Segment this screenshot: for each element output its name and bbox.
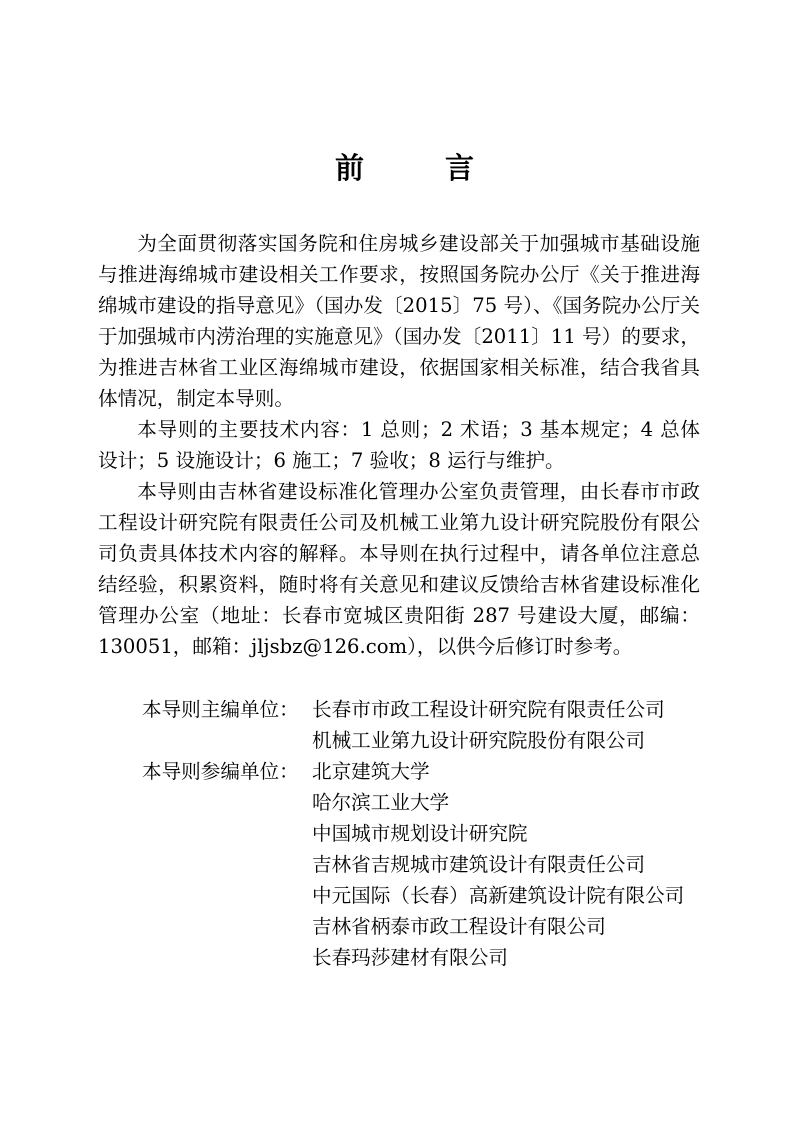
preface-body [98, 228, 700, 662]
participating-unit-row [142, 787, 684, 818]
chief-unit-row [142, 694, 684, 725]
participating-unit-row [142, 911, 684, 942]
participating-unit-row [142, 756, 684, 787]
participating-editor-unit: 北京建筑大学 [312, 760, 430, 783]
participating-editor-unit: 哈尔滨工业大学 [312, 791, 450, 814]
paragraph-contents: 本导则的主要技术内容：1 总则；2 术语；3 基本规定；4 总体设计；5 设施设计；6 施工；7 验收；8 运行与维护。 [98, 418, 700, 472]
paragraph-management: 本导则由吉林省建设标准化管理办公室负责管理，由长春市市政工程设计研究院有限责任公司及机械工业第九设计研究院股份有限公司负责具体技术内容的解释。本导则在执行过程中，请各单位注意总结经验，积累资料，随时将有关意见和建议反馈给吉林省建设标准化管理办公室（地址：长春市宽城区贵阳街 287 号建设大厦，邮编：130051，邮箱：jljsbz@126.com），以供今后修订时参考。 [98, 480, 700, 658]
editor-units [142, 694, 684, 973]
chief-unit-row [142, 725, 684, 756]
participating-unit-row [142, 942, 684, 973]
chief-editor-label: 本导则主编单位： [142, 698, 299, 721]
participating-editor-unit: 吉林省柄泰市政工程设计有限公司 [312, 915, 606, 938]
participating-unit-row [142, 849, 684, 880]
participating-unit-row [142, 818, 684, 849]
page-title: 前 言 [334, 151, 500, 185]
participating-editor-unit: 中元国际（长春）高新建筑设计院有限公司 [312, 884, 685, 907]
chief-editor-unit: 长春市市政工程设计研究院有限责任公司 [312, 698, 665, 721]
participating-editor-unit: 吉林省吉规城市建筑设计有限责任公司 [312, 853, 646, 876]
participating-unit-row [142, 880, 684, 911]
participating-editor-label: 本导则参编单位： [142, 760, 299, 783]
chief-editor-unit: 机械工业第九设计研究院股份有限公司 [312, 729, 646, 752]
participating-editor-unit: 长春玛莎建材有限公司 [312, 946, 508, 969]
participating-editor-unit: 中国城市规划设计研究院 [312, 822, 528, 845]
paragraph-purpose: 为全面贯彻落实国务院和住房城乡建设部关于加强城市基础设施与推进海绵城市建设相关工作要求，按照国务院办公厅《关于推进海绵城市建设的指导意见》（国办发〔2015〕75 号）、《国务院办公厅关于加强城市内涝治理的实施意见》（国办发〔2011〕11 号）的要求，为推进吉林省工业区海绵城市建设，依据国家相关标准，结合我省具体情况，制定本导则。 [98, 232, 700, 410]
